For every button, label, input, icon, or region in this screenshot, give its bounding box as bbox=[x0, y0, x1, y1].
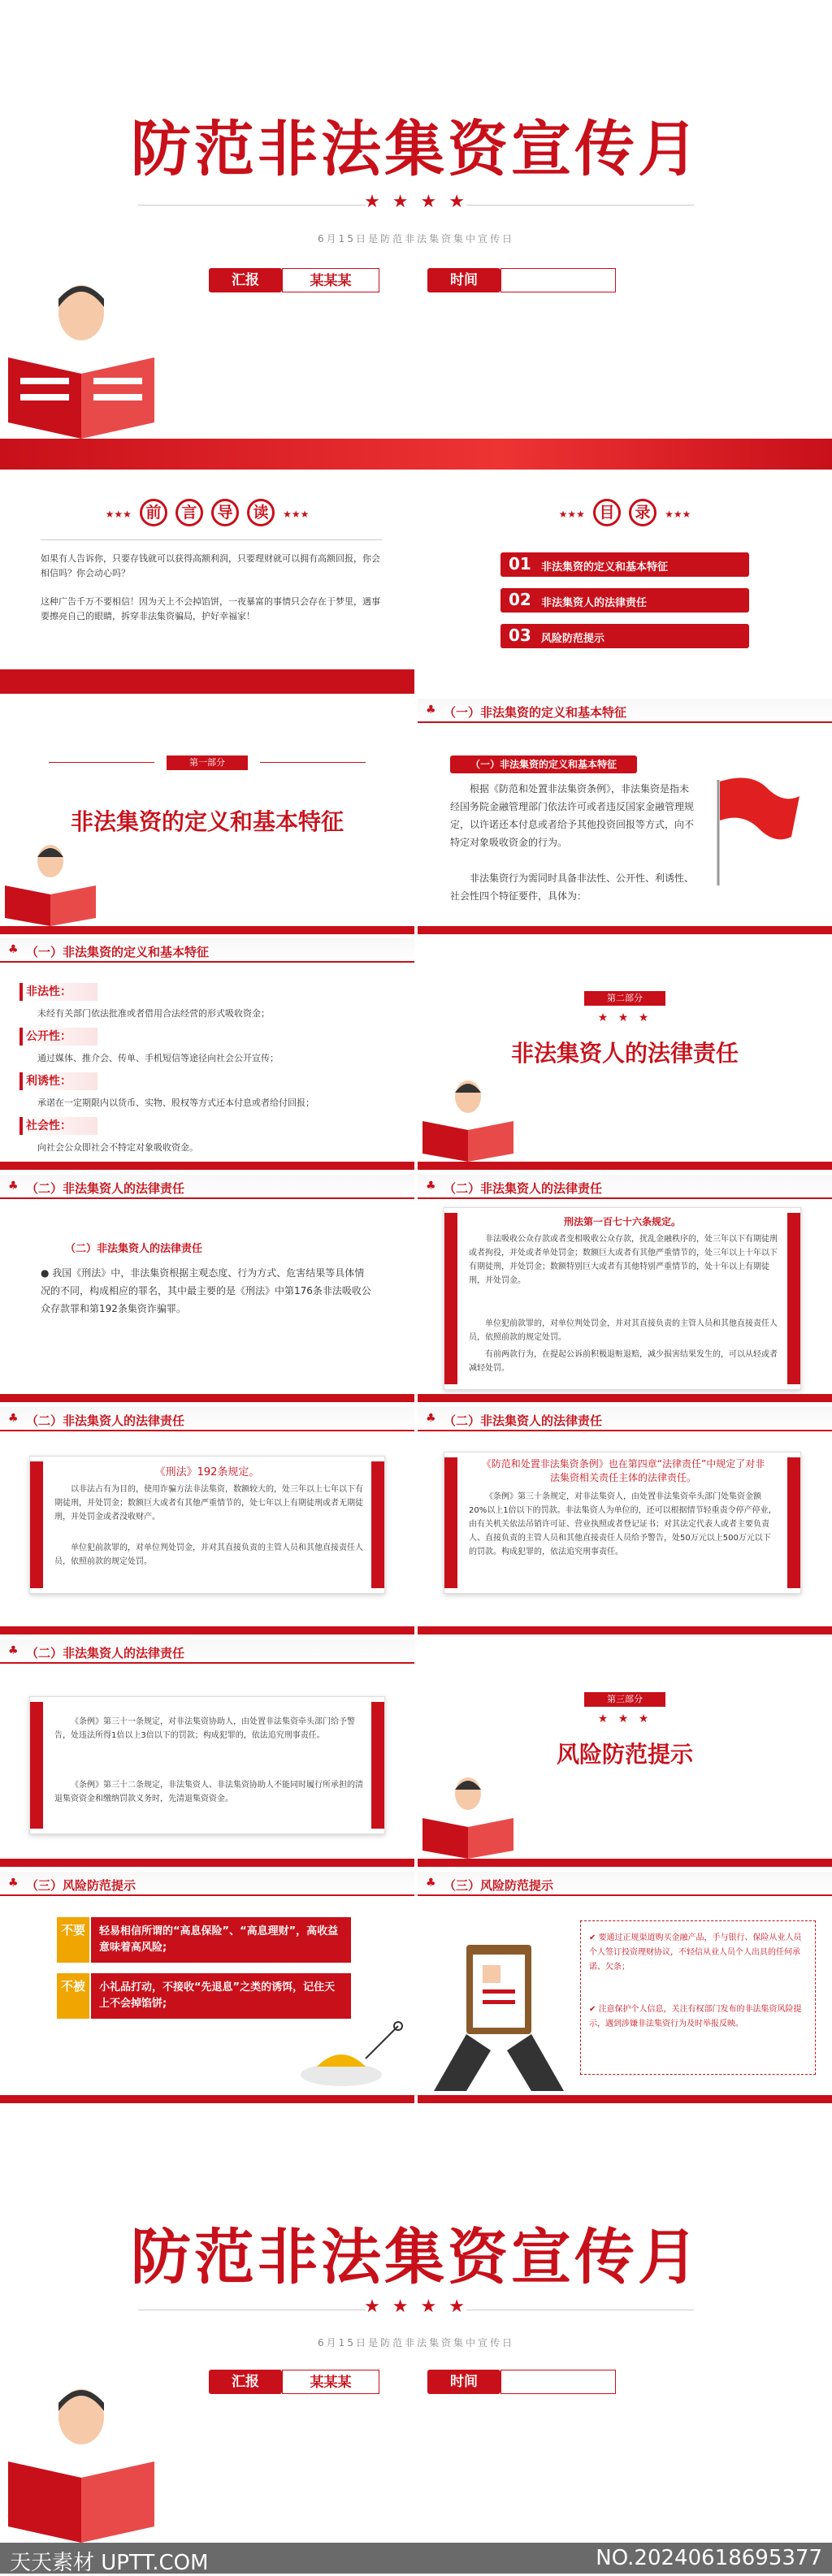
feature-label-3: 利诱性： bbox=[20, 1072, 98, 1090]
watermark-left: 天天素材 UPTT.COM bbox=[10, 2551, 209, 2575]
header-title: （二）非法集资人的法律责任 bbox=[26, 1646, 185, 1660]
law2-slide bbox=[418, 1175, 832, 1402]
time-label: 时间 bbox=[427, 268, 500, 292]
feature-text-4: 向社会公众即社会不特定对象吸收资金。 bbox=[37, 1142, 198, 1153]
risk1-slide bbox=[0, 1872, 414, 2103]
clipboard-hand-illustration bbox=[418, 1929, 580, 2091]
header-title: （一）非法集资的定义和基本特征 bbox=[26, 945, 210, 959]
part3-label: 第三部分 bbox=[584, 1692, 665, 1707]
closing-subtitle: 6月15日是防范非法集资集中宣传日 bbox=[318, 2337, 514, 2349]
header-icon: ♣ bbox=[8, 1412, 19, 1425]
slide-header bbox=[0, 938, 414, 963]
feature-text-2: 通过媒体、推介会、传单、手机短信等途径向社会公开宣传； bbox=[37, 1053, 279, 1063]
feature-text-3: 承诺在一定期限内以货币、实物、股权等方式还本付息或者给付回报； bbox=[37, 1098, 314, 1108]
header-icon: ♣ bbox=[8, 1877, 19, 1890]
part2-title: 非法集资人的法律责任 bbox=[510, 1040, 739, 1067]
report-label: 汇报 bbox=[209, 2370, 282, 2394]
law3-para-2: 单位犯前款罪的，对单位判处罚金，并对其直接负责的主管人员和其他直接责任人员，依照前款的规定处罚。 bbox=[54, 1543, 363, 1566]
intro-slide bbox=[0, 474, 414, 694]
intro-char-1: 前 bbox=[140, 499, 167, 526]
law5-card bbox=[29, 1696, 385, 1834]
card-bar-right bbox=[787, 1213, 800, 1384]
risk-text-2: 小礼品打动，不接收“先退息”之类的诱饵，记住天上不会掉馅饼; bbox=[91, 1973, 351, 2019]
part2-label: 第二部分 bbox=[584, 991, 665, 1006]
star-ornament: ★ ★ ★ ★ bbox=[364, 192, 468, 212]
risk2-slide bbox=[418, 1872, 832, 2103]
law1-slide bbox=[0, 1175, 414, 1402]
part1-slide bbox=[0, 699, 414, 934]
header-icon: ♣ bbox=[426, 1180, 436, 1193]
watermark-bar bbox=[0, 2543, 832, 2574]
law3-para-1: 以非法占有为目的，使用诈骗方法非法集资，数额较大的，处三年以上七年以下有期徒刑，并处罚金；数额巨大或者有其他严重情节的，处七年以上有期徒刑或者无期徒刑，并处罚金或者没收财产。 bbox=[54, 1485, 363, 1522]
slide-header bbox=[418, 699, 832, 723]
intro-bottom-band bbox=[0, 669, 414, 694]
law3-title: 《刑法》192条规定。 bbox=[154, 1466, 260, 1478]
header-icon: ♣ bbox=[426, 1412, 436, 1425]
part1-label: 第一部分 bbox=[167, 755, 248, 770]
law1-sub: （二）非法集资人的法律责任 bbox=[65, 1243, 203, 1255]
law2-card bbox=[444, 1207, 801, 1390]
card-bar-left bbox=[444, 1457, 457, 1588]
header-icon: ♣ bbox=[8, 1644, 19, 1657]
header-title: （三）风险防范提示 bbox=[444, 1878, 554, 1893]
star-ornament: ★ ★ ★ ★ bbox=[364, 2297, 468, 2317]
slide-header bbox=[0, 1872, 414, 1896]
header-icon: ♣ bbox=[8, 1180, 19, 1193]
card-bar-left bbox=[30, 1461, 43, 1588]
cover-slide bbox=[0, 0, 832, 470]
toc-char-1: 目 bbox=[593, 499, 621, 526]
intro-divider bbox=[41, 539, 382, 540]
law2-para-2: 单位犯前款罪的，对单位判处罚金，并对其直接负责的主管人员和其他直接责任人员，依照前款的规定处罚。 bbox=[469, 1319, 778, 1342]
star-ornament: ★ ★ ★ bbox=[597, 1011, 652, 1024]
card-bar-left bbox=[444, 1213, 457, 1384]
card-bar-left bbox=[30, 1702, 43, 1829]
reading-man-illustration bbox=[418, 1076, 523, 1162]
card-bar-right bbox=[787, 1457, 800, 1588]
feature-text-1: 未经有关部门依法批准或者借用合法经营的形式吸收资金； bbox=[37, 1008, 270, 1019]
reading-man-illustration bbox=[0, 841, 106, 926]
law5-slide bbox=[0, 1639, 414, 1867]
header-title: （二）非法集资人的法律责任 bbox=[26, 1414, 185, 1428]
slide-header bbox=[0, 1175, 414, 1199]
intro-char-3: 导 bbox=[211, 499, 239, 526]
header-title: （二）非法集资人的法律责任 bbox=[26, 1181, 185, 1196]
risk2-item-1: ✔ 要通过正规渠道购买金融产品，手与银行、保险从业人员个人签订投资理财协议，不轻信从业人员个人出具的任何承诺、欠条； bbox=[589, 1933, 802, 1972]
law2-title: 刑法第一百七十六条规定。 bbox=[563, 1216, 681, 1227]
intro-heading: ★★★ 前 言 导 读 ★★★ bbox=[0, 499, 414, 526]
toc-item-label: 非法集资人的法律责任 bbox=[541, 597, 648, 609]
slide-header bbox=[0, 1639, 414, 1664]
header-title: （二）非法集资人的法律责任 bbox=[444, 1181, 603, 1196]
intro-para-2: 这种广告千万不要相信！因为天上不会掉馅饼，一夜暴富的事情只会存在于梦里，遇事要擦亮自己的眼睛，拆穿非法集资骗局，护好幸福家！ bbox=[41, 596, 380, 621]
risk2-item-1-text: 要通过正规渠道购买金融产品，手与银行、保险从业人员个人签订投资理财协议，不轻信从业人员个人出具的任何承诺、欠条； bbox=[589, 1933, 802, 1972]
law4-slide bbox=[418, 1407, 832, 1634]
cover-subtitle: 6月15日是防范非法集资集中宣传日 bbox=[318, 233, 514, 245]
def-para-2: 非法集资行为需同时具备非法性、公开性、利诱性、社会性四个特征要件，具体为： bbox=[450, 872, 695, 902]
feature-label-1: 非法性： bbox=[20, 983, 98, 1001]
card-bar-right bbox=[371, 1461, 384, 1588]
watermark-right: NO.20240618695377 bbox=[596, 2546, 822, 2570]
reading-man-illustration bbox=[0, 276, 179, 439]
reporter-name: 某某某 bbox=[282, 268, 379, 292]
risk2-box bbox=[580, 1920, 816, 2075]
header-title: （一）非法集资的定义和基本特征 bbox=[444, 705, 627, 720]
reading-man-illustration bbox=[0, 2380, 179, 2543]
intro-char-4: 读 bbox=[247, 499, 275, 526]
law1-bullet: ● 我国《刑法》中，非法集资根据主观态度、行为方式、危害结果等具体情况的不同，构成相应的罪名，其中最主要的是《刑法》中第176条非法吸收公众存款罪和第192条集资诈骗罪。 bbox=[41, 1267, 371, 1314]
part1-line-right bbox=[260, 762, 366, 763]
header-icon: ♣ bbox=[426, 704, 436, 717]
slide-header bbox=[418, 1175, 832, 1199]
law4-card bbox=[444, 1452, 801, 1594]
closing-slide bbox=[0, 2108, 832, 2543]
cover-title: 防范非法集资宣传月 bbox=[131, 115, 701, 184]
risk-badge-2: 不被 bbox=[57, 1973, 89, 2019]
def-para-1: 根据《防范和处置非法集资条例》，非法集资是指未经国务院金融管理部门依法许可或者违反国家金融管理规定，以许诺还本付息或者给予其他投资回报等方式，向不特定对象吸收资金的行为。 bbox=[450, 783, 695, 848]
def-box-title: （一）非法集资的定义和基本特征 bbox=[450, 755, 637, 773]
risk-badge-1: 不要 bbox=[57, 1917, 89, 1963]
time-value bbox=[500, 2370, 616, 2394]
law5-para-1: 《条例》第三十一条规定，对非法集资协助人，由处置非法集资牵头部门给予警告，处违法所得1倍以上3倍以下的罚款；构成犯罪的，依法追究刑事责任。 bbox=[54, 1717, 355, 1740]
cover-bottom-band bbox=[0, 439, 832, 470]
law1-bullet-text: 我国《刑法》中，非法集资根据主观态度、行为方式、危害结果等具体情况的不同，构成相应的罪名，其中最主要的是《刑法》中第176条非法吸收公众存款罪和第192条集资诈骗罪。 bbox=[41, 1267, 371, 1314]
part3-title: 风险防范提示 bbox=[556, 1741, 693, 1768]
part2-slide bbox=[418, 938, 832, 1170]
slide-header bbox=[0, 1407, 414, 1431]
part3-slide bbox=[418, 1639, 832, 1867]
law3-slide bbox=[0, 1407, 414, 1634]
intro-para-1: 如果有人告诉你，只要存钱就可以获得高额利润，只要理财就可以拥有高额回报，你会相信吗？你会动心吗？ bbox=[41, 553, 380, 578]
reading-man-illustration bbox=[418, 1773, 523, 1859]
red-flag-icon bbox=[702, 772, 808, 894]
header-title: （三）风险防范提示 bbox=[26, 1878, 136, 1893]
law4-title: 《防范和处置非法集资条例》也在第四章“法律责任”中规定了对非法集资相关责任主体的法律责任。 bbox=[481, 1458, 765, 1483]
toc-heading: ★★★ 目 录 ★★★ bbox=[418, 499, 832, 526]
law5-para-2: 《条例》第三十二条规定，非法集资人、非法集资协助人不能同时履行所承担的清退集资资金和缴纳罚款义务时，先清退集资资金。 bbox=[54, 1781, 363, 1803]
toc-item-num: 02 bbox=[509, 590, 531, 609]
slide-header bbox=[418, 1407, 832, 1431]
law2-para-3: 有前两款行为，在提起公诉前积极退赃退赔，减少损害结果发生的，可以从轻或者减轻处罚。 bbox=[469, 1350, 778, 1373]
toc-item-2[interactable] bbox=[500, 588, 749, 613]
law2-para-1: 非法吸收公众存款或者变相吸收公众存款，扰乱金融秩序的，处三年以下有期徒刑或者拘役，并处或者单处罚金；数额巨大或者有其他严重情节的，处三年以上十年以下有期徒刑，并处罚金；数额特别巨大或者有其他特别严重情节的，处十年以上有期徒刑，并处罚金。 bbox=[469, 1235, 778, 1285]
features-slide bbox=[0, 938, 414, 1170]
feature-label-4: 社会性： bbox=[20, 1117, 98, 1135]
slide-header bbox=[418, 1872, 832, 1896]
part1-title: 非法集资的定义和基本特征 bbox=[70, 808, 344, 835]
header-icon: ♣ bbox=[426, 1877, 436, 1890]
risk2-item-2: ✔ 注意保护个人信息，关注有权部门发布的非法集资风险提示，遇到涉嫌非法集资行为及时举报反映。 bbox=[589, 2005, 802, 2028]
definition-slide bbox=[418, 699, 832, 934]
risk2-item-2-text: 注意保护个人信息，关注有权部门发布的非法集资风险提示，遇到涉嫌非法集资行为及时举报反映。 bbox=[589, 2005, 802, 2028]
law4-para-1: 《条例》第三十条规定，对非法集资人，由处置非法集资牵头部门处集资金额20%以上1倍以下的罚款。非法集资人为单位的，还可以根据情节轻重责令停产停业，由有关机关依法吊销许可证、营业执照或者登记证书；对其法定代表人或者主要负责人、直接负责的主管人员和其他直接责任人员给予警告，处50万元以上500万元以下的罚款。构成犯罪的，依法追究刑事责任。 bbox=[469, 1492, 777, 1556]
toc-char-2: 录 bbox=[629, 499, 656, 526]
star-ornament: ★ ★ ★ bbox=[597, 1712, 652, 1725]
law1-card bbox=[32, 1215, 382, 1362]
toc-item-1[interactable] bbox=[500, 552, 749, 577]
toc-item-label: 风险防范提示 bbox=[541, 633, 605, 645]
gold-ingot-icon bbox=[292, 2018, 406, 2095]
toc-slide bbox=[418, 474, 832, 694]
time-label: 时间 bbox=[427, 2370, 500, 2394]
reporter-name: 某某某 bbox=[282, 2370, 379, 2394]
closing-title: 防范非法集资宣传月 bbox=[131, 2223, 701, 2292]
toc-item-3[interactable] bbox=[500, 624, 749, 648]
toc-item-num: 03 bbox=[509, 626, 531, 645]
risk-text-1: 轻易相信所谓的“高息保险”、“高息理财”，高收益意味着高风险; bbox=[91, 1917, 351, 1963]
intro-char-2: 言 bbox=[176, 499, 203, 526]
part1-line-left bbox=[49, 762, 154, 763]
header-icon: ♣ bbox=[8, 943, 19, 956]
feature-label-2: 公开性： bbox=[20, 1028, 98, 1046]
toc-item-label: 非法集资的定义和基本特征 bbox=[541, 561, 669, 574]
toc-item-num: 01 bbox=[509, 554, 531, 574]
header-title: （二）非法集资人的法律责任 bbox=[444, 1414, 603, 1428]
report-label: 汇报 bbox=[209, 268, 282, 292]
law3-card bbox=[29, 1456, 385, 1594]
time-value bbox=[500, 268, 616, 292]
card-bar-right bbox=[371, 1702, 384, 1829]
